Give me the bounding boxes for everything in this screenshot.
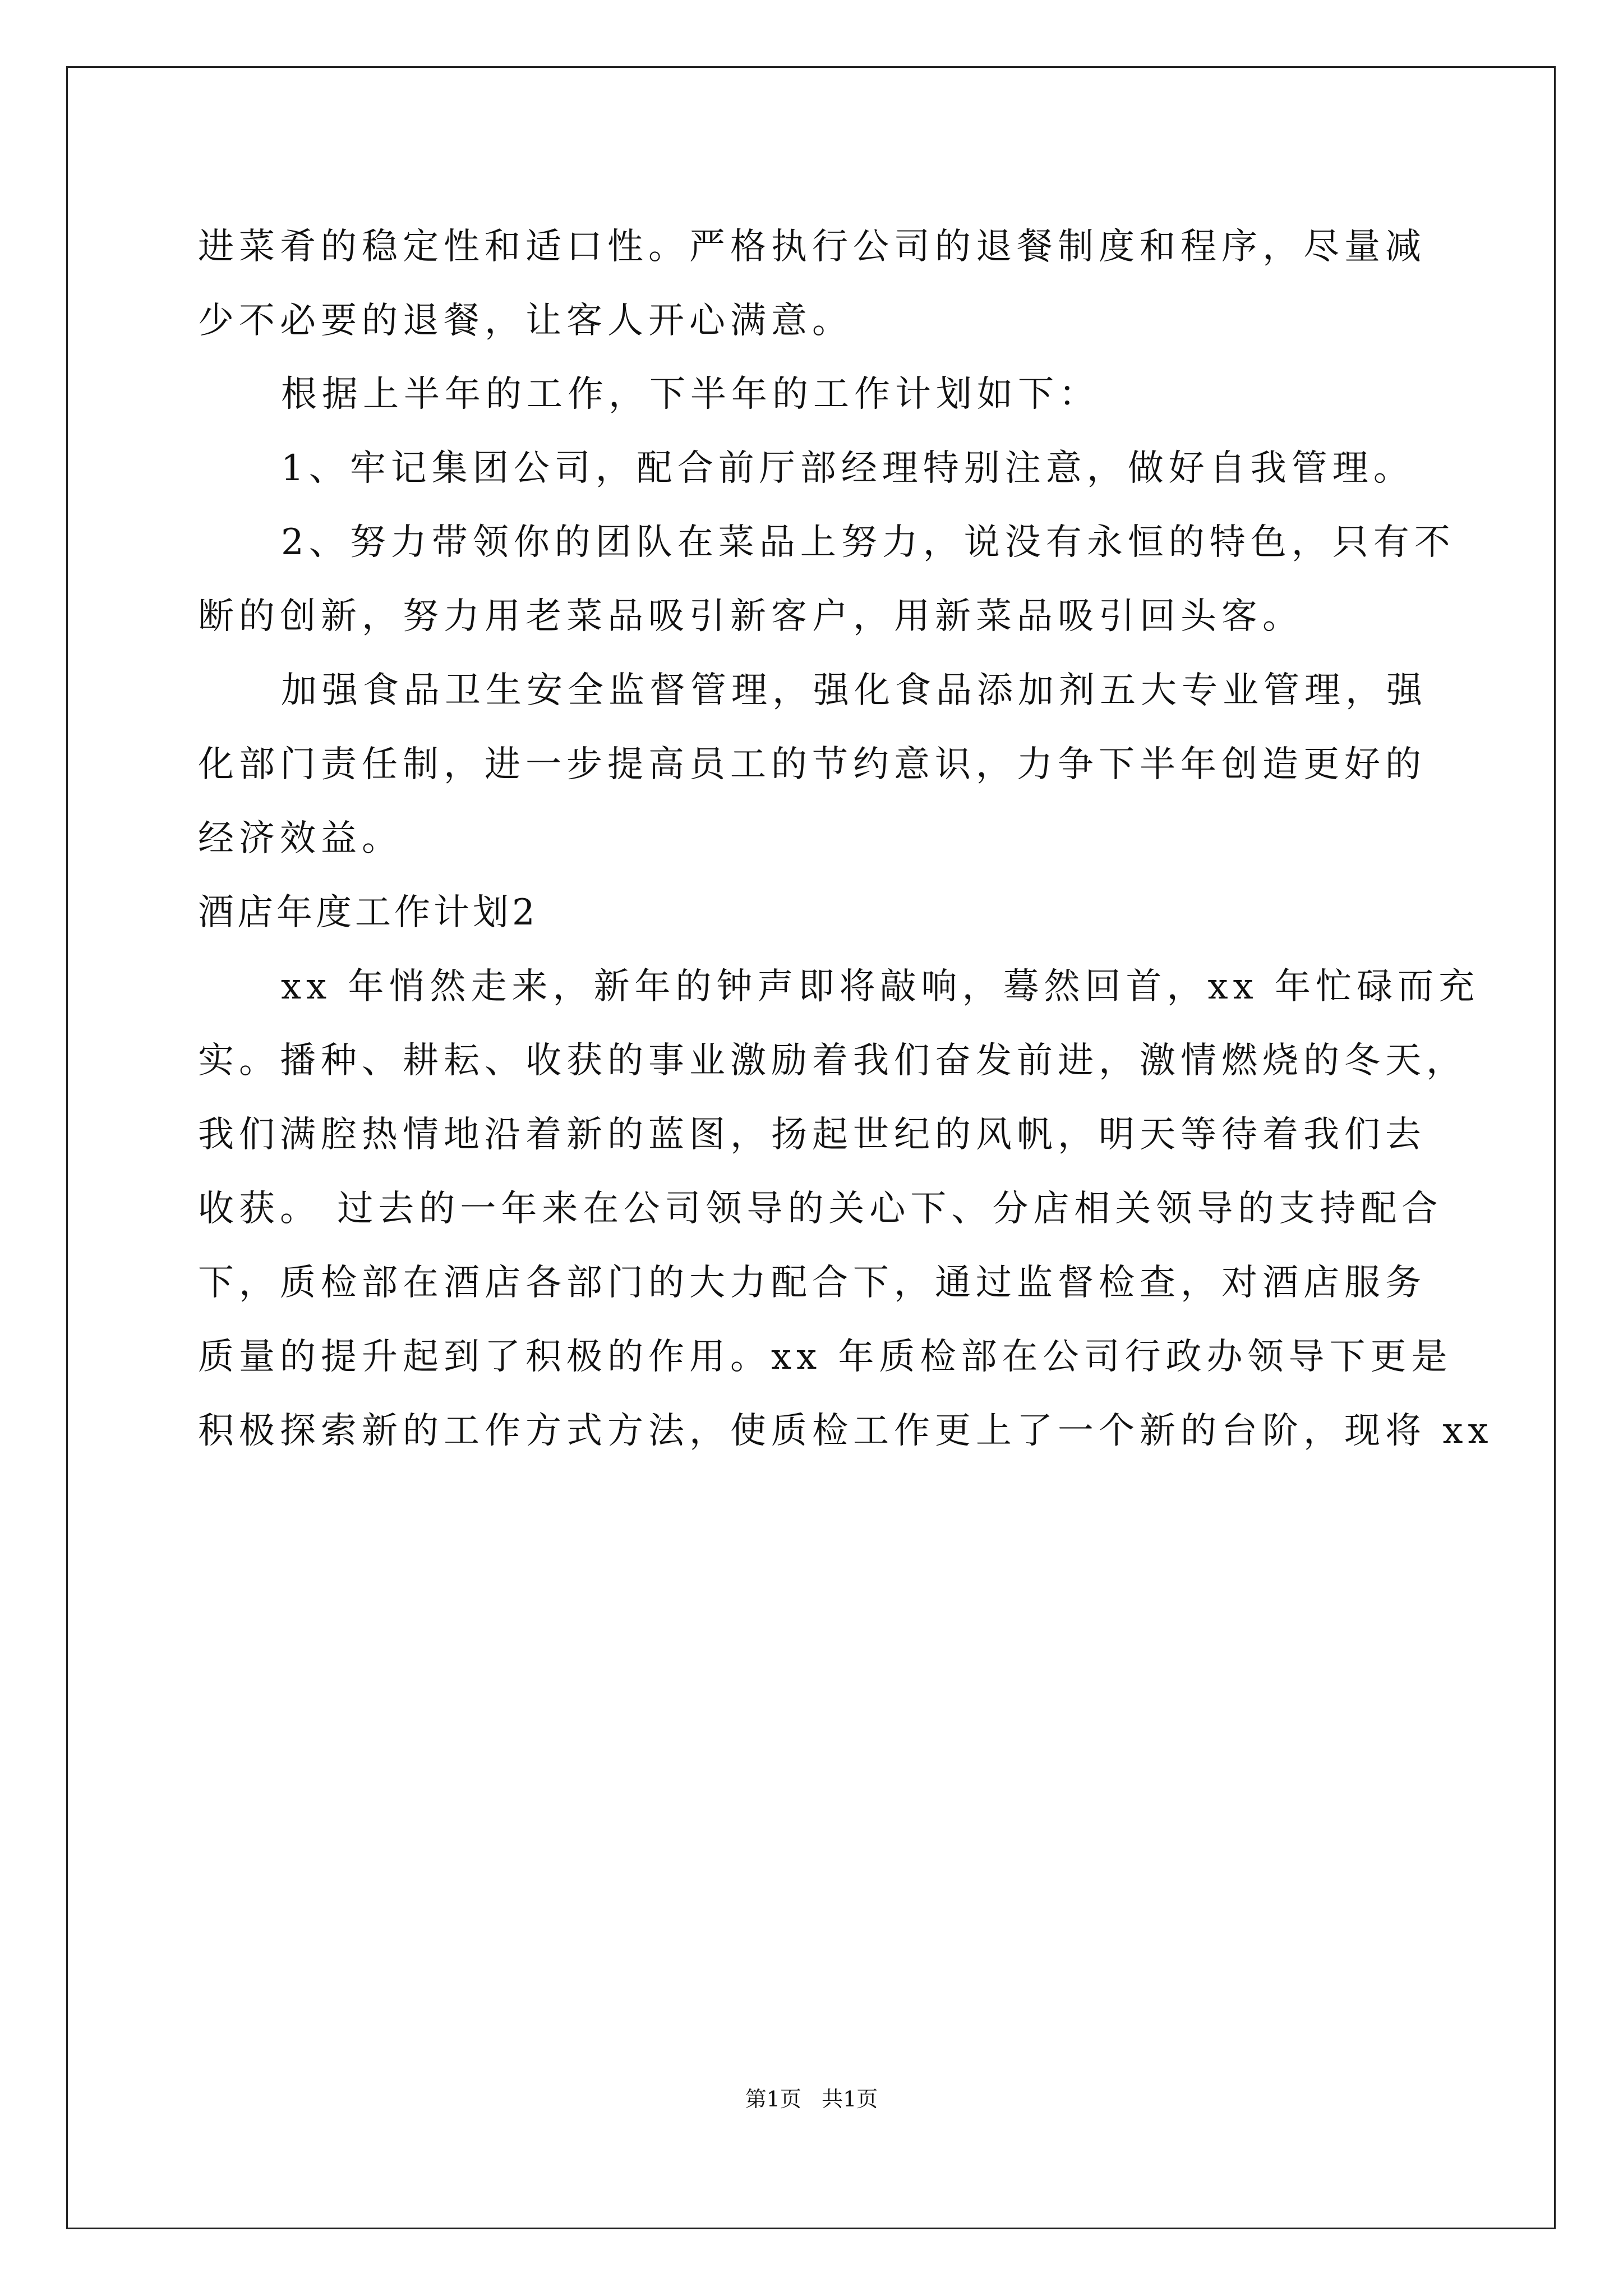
text-line: 进菜肴的稳定性和适口性。严格执行公司的退餐制度和程序，尽量减 <box>198 226 1426 268</box>
page-footer: 第1页 共1页 <box>745 2087 878 2111</box>
text-line: 质量的提升起到了积极的作用。xx 年质检部在公司行政办领导下更是 <box>198 1336 1453 1378</box>
text-line: 断的创新，努力用老菜品吸引新客户，用新菜品吸引回头客。 <box>198 596 1303 637</box>
text-line: xx 年悄然走来，新年的钟声即将敲响，蓦然回首，xx 年忙碌而充 <box>281 966 1480 1007</box>
text-line: 我们满腔热情地沿着新的蓝图，扬起世纪的风帆，明天等待着我们去 <box>198 1114 1426 1156</box>
text-line: 经济效益。 <box>198 818 403 859</box>
text-line: 加强食品卫生安全监督管理，强化食品添加剂五大专业管理，强 <box>281 670 1427 711</box>
text-line: 实。播种、耕耘、收获的事业激励着我们奋发前进，激情燃烧的冬天， <box>198 1040 1467 1082</box>
text-line: 根据上半年的工作，下半年的工作计划如下： <box>281 374 1100 415</box>
section-heading: 酒店年度工作计划2 <box>198 892 538 933</box>
text-line: 2、努力带领你的团队在菜品上努力，说没有永恒的特色，只有不 <box>281 522 1455 563</box>
text-line: 下，质检部在酒店各部门的大力配合下，通过监督检查，对酒店服务 <box>198 1262 1426 1304</box>
text-line: 少不必要的退餐，让客人开心满意。 <box>198 300 853 342</box>
text-line: 化部门责任制，进一步提高员工的节约意识，力争下半年创造更好的 <box>198 744 1426 785</box>
text-line: 积极探索新的工作方式方法，使质检工作更上了一个新的台阶，现将 xx <box>198 1410 1493 1452</box>
text-line: 收获。 过去的一年来在公司领导的关心下、分店相关领导的支持配合 <box>198 1188 1443 1230</box>
text-line: 1、牢记集团公司，配合前厅部经理特别注意，做好自我管理。 <box>281 448 1414 489</box>
